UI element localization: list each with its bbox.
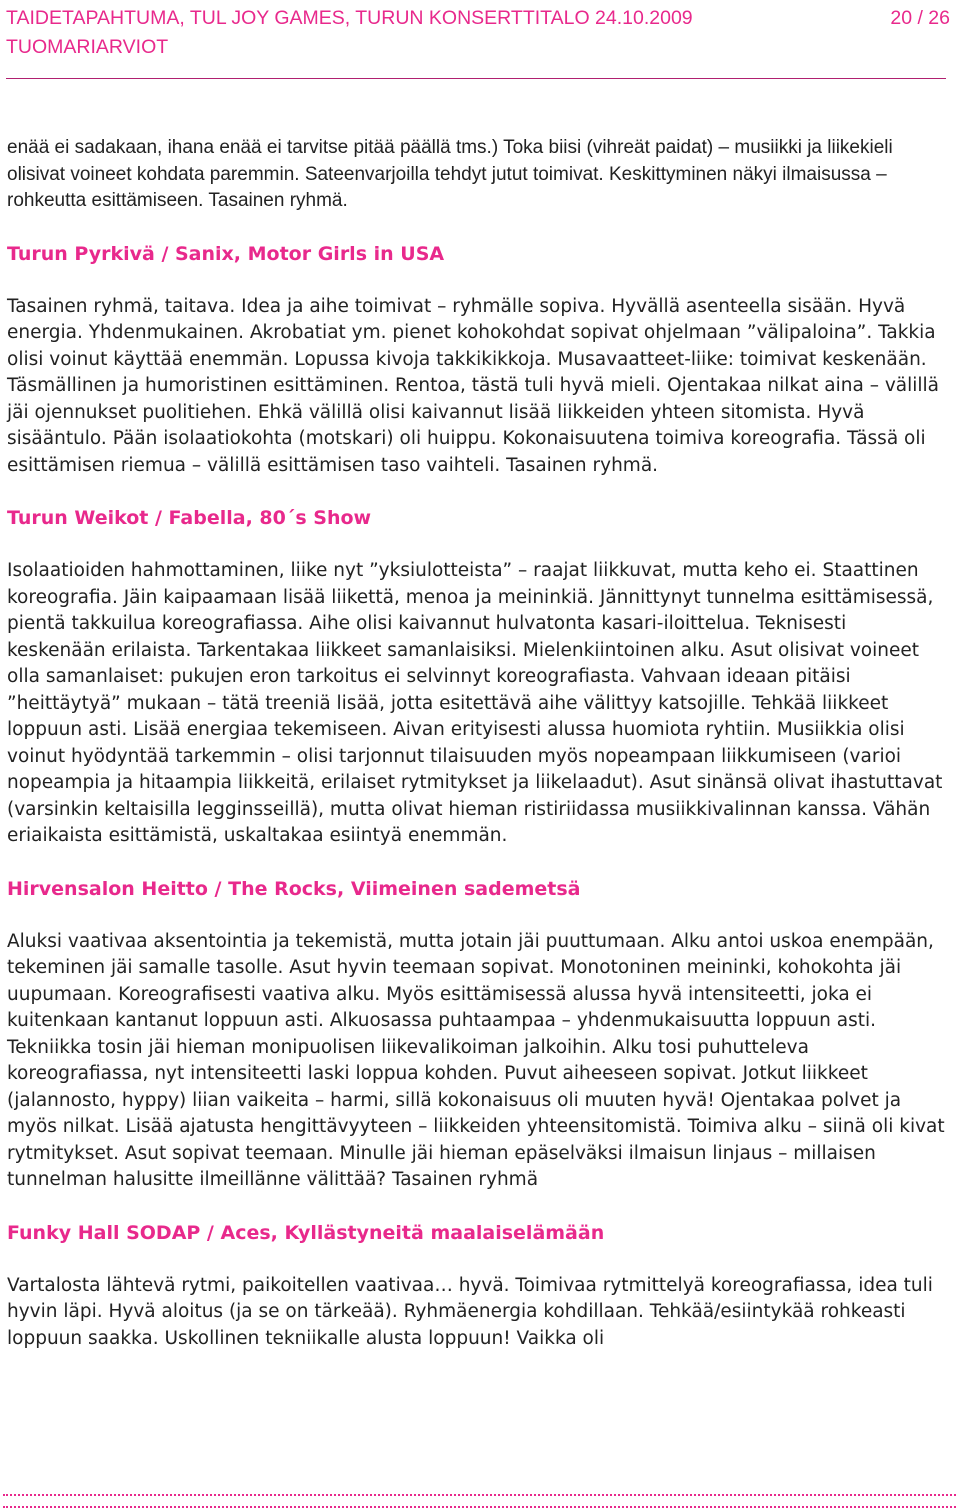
section-heading: Funky Hall SODAP / Aces, Kyllästyneitä maalaiselämään	[7, 1221, 605, 1244]
section-paragraph: Isolaatioiden hahmottaminen, liike nyt ”yksiulotteista” – raajat liikkuvat, mutta keho ei. Staattinen koreografia. Jäin kaipaamaan lisää liikettä, menoa ja meininkiä. Jännittynyt tunnelma esittämisessä, pientä takkuilua koreografiassa. Aihe olisi kaivannut hulvatonta kasari-iloittelua. Teknisesti keskenään erilaista. Tarkentakaa liikkeet samanlaisiksi. Mielenkiintoinen alku. Asut olisivat voineet olla samanlaiset: pukujen eron tarkoitus ei selvinnyt koreografiasta. Vahvaan ideaan pitäisi ”heittäytyä” mukaan – tätä treeniä lisää, jotta esitettävä aihe välittyy katsojille. Tehkää liikkeet loppuun asti. Lisää energiaa tekemiseen. Aivan erityisesti alussa huomiota ryhtiin. Musiikkia olisi voinut hyödyntää tarkemmin – olisi tarjonnut tilaisuuden myös nopeampaan liikkumiseen (varioi nopeampia ja hitaampia liikkeitä, erilaiset rytmitykset ja liikelaadut). Asut sinänsä olivat ihastuttavat (varsinkin keltaisilla legginsseillä), mutta olivat hieman ristiriidassa musiikkivalinnan kanssa. Vähän eriaikaista esittämistä, uskaltakaa esiintyä enemmän.	[7, 560, 943, 846]
footer-separator	[3, 1494, 956, 1508]
section-paragraph: Tasainen ryhmä, taitava. Idea ja aihe toimivat – ryhmälle sopiva. Hyvällä asenteella sisään. Hyvä energia. Yhdenmukainen. Akrobatiat ym. pienet kohokohdat sopivat ohjelmaan ”välipaloina”. Takkia olisi voinut käyttää enemmän. Lopussa kivoja takkikikkoja. Musavaatteet-liike: toimivat keskenään. Täsmällinen ja humoristinen esittäminen. Rentoa, tästä tuli hyvä mieli. Ojentakaa nilkat aina – välillä jäi ojennukset puolitiehen. Ehkä välillä olisi kaivannut lisää liikkeiden yhteen sitomista. Hyvä sisääntulo. Pään isolaatiokohta (motskari) oli huippu. Kokonaisuutena toimiva koreografia. Tässä oli esittämisen riemua – välillä esittämisen taso vaihteli. Tasainen ryhmä.	[7, 295, 940, 476]
document-body	[7, 135, 947, 1352]
page-header	[6, 4, 950, 62]
section-paragraph: Aluksi vaativaa aksentointia ja tekemistä, mutta jotain jäi puuttumaan. Alku antoi uskoa enempään, tekeminen jäi samalle tasolle. Asut hyvin teemaan sopivat. Monotoninen meininki, kohokohta jäi uupumaan. Koreografisesti vaativa alku. Myös esittämisessä alussa hyvä intensiteetti, joka ei kuitenkaan kantanut loppuun asti. Alkuosassa puhtaampaa – yhdenmukaisuutta loppuun asti. Tekniikka tosin jäi hieman monipuolisen liikevalikoiman jalkoihin. Alku tosi puhutteleva koreografiassa, nyt intensiteetti laski loppua kohden. Puvut aiheeseen sopivat. Jotkut liikkeet (jalannosto, hyppy) liian vaikeita – harmi, sillä kokonaisuus oli muuten hyvä! Ojentakaa polvet ja myös nilkat. Lisää ajatusta hengittävyyteen – liikkeiden yhteensitomistä. Toimiva alku – siinä oli kivat rytmitykset. Asut sopivat teemaan. Minulle jäi hieman epäselväksi ilmaisun linjaus – millaisen tunnelman halusitte ilmeillänne välittää? Tasainen ryhmä	[7, 930, 945, 1190]
document-title: TAIDETAPAHTUMA, TUL JOY GAMES, TURUN KONSERTTITALO 24.10.2009	[6, 7, 693, 29]
section-paragraph: Vartalosta lähtevä rytmi, paikoitellen vaativaa… hyvä. Toimivaa rytmittelyä koreografiassa, idea tuli hyvin läpi. Hyvä aloitus (ja se on tärkeää). Ryhmäenergia kohdillaan. Tehkää/esiintykää rohkeasti loppuun saakka. Uskollinen tekniikalle alusta loppuun! Vaikka oli	[7, 1274, 933, 1349]
section-heading: Hirvensalon Heitto / The Rocks, Viimeinen sademetsä	[7, 877, 581, 900]
document-subtitle: TUOMARIARVIOT	[6, 36, 169, 58]
section-heading: Turun Pyrkivä / Sanix, Motor Girls in USA	[7, 242, 445, 265]
page-number: 20 / 26	[890, 7, 950, 29]
intro-paragraph: enää ei sadakaan, ihana enää ei tarvitse pitää päällä tms.) Toka biisi (vihreät paidat) – musiikki ja liikekieli olisivat voineet kohdata paremmin. Sateenvarjoilla tehdyt jutut toimivat. Keskittyminen näkyi ilmaisussa – rohkeutta esittämiseen. Tasainen ryhmä.	[7, 137, 893, 211]
section-heading: Turun Weikot / Fabella, 80´s Show	[7, 507, 372, 529]
header-rule	[6, 78, 946, 79]
